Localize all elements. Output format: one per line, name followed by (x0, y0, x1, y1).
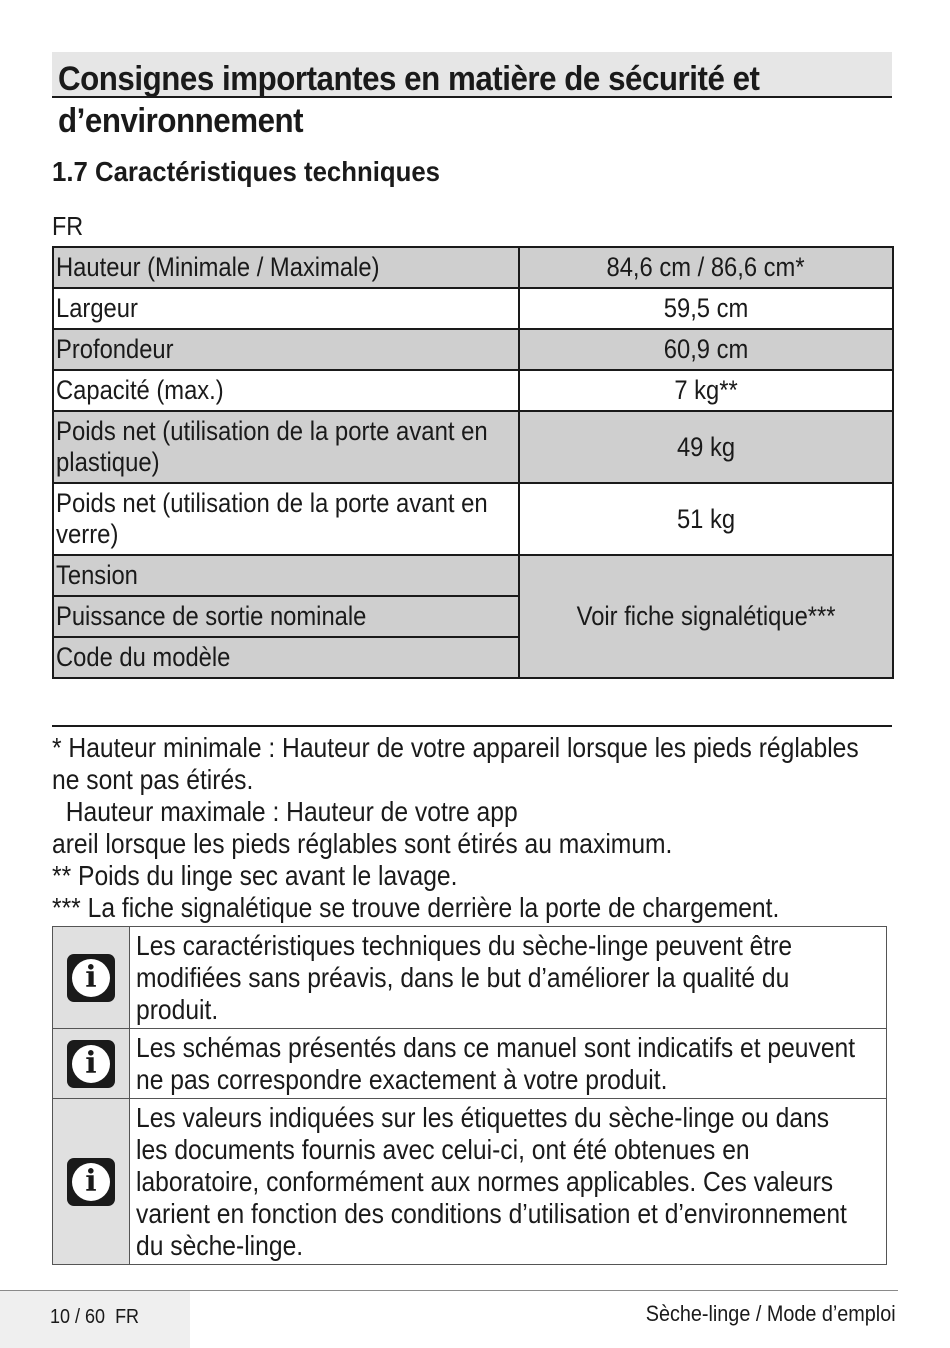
page-count: 10 / 60 (50, 1306, 106, 1328)
spec-label: Poids net (utilisation de la porte avant en plastique) (53, 411, 519, 483)
footnote-line: ne sont pas étirés. (52, 764, 254, 795)
note-row (53, 927, 887, 1029)
section-title: 1.7 Caractéristiques techniques (52, 156, 440, 187)
spec-label: Tension (53, 555, 519, 596)
spec-label: Puissance de sortie nominale (53, 596, 519, 637)
footnotes (52, 732, 888, 924)
spec-label: Poids net (utilisation de la porte avant en verre) (53, 483, 519, 555)
info-icon: i (67, 954, 115, 1002)
table-row (53, 483, 893, 555)
spec-value: 84,6 cm / 86,6 cm* (519, 247, 893, 288)
language-label: FR (52, 211, 84, 241)
spec-label: Capacité (max.) (53, 370, 519, 411)
note-row (53, 1099, 887, 1265)
note-text: Les valeurs indiquées sur les étiquettes du sèche-linge ou dans les documents fournis avec celui-ci, ont été obtenues en laboratoire, conformément aux normes applicables. Ces valeurs varient en fonction des conditions d’utilisation et d’environnement du sèche-linge. (136, 1102, 847, 1261)
table-row (53, 411, 893, 483)
footnote-line: * Hauteur minimale : Hauteur de votre appareil lorsque les pieds réglables (52, 732, 859, 763)
spec-label: Hauteur (Minimale / Maximale) (53, 247, 519, 288)
table-row (53, 288, 893, 329)
spec-label: Largeur (53, 288, 519, 329)
note-icon-cell (53, 1029, 130, 1099)
note-text-cell (130, 1029, 887, 1099)
footnote-divider (52, 725, 892, 727)
spec-value: 49 kg (519, 411, 893, 483)
notes-table (52, 926, 887, 1265)
spec-value: 7 kg** (519, 370, 893, 411)
footnote-line: areil lorsque les pieds réglables sont étirés au maximum. (52, 828, 673, 859)
document-title: Sèche-linge / Mode d’emploi (646, 1301, 896, 1326)
footnote-line: Hauteur maximale : Hauteur de votre app (52, 796, 518, 827)
page-title-line-1: Consignes importantes en matière de sécurité et (58, 60, 760, 98)
spec-value: 59,5 cm (519, 288, 893, 329)
footer-lang: FR (115, 1306, 140, 1328)
page-title (58, 58, 822, 142)
table-row (53, 247, 893, 288)
note-text-cell (130, 1099, 887, 1265)
note-icon-cell (53, 1099, 130, 1265)
page-title-line-2: d’environnement (58, 102, 304, 140)
spec-value: 51 kg (519, 483, 893, 555)
table-row (53, 370, 893, 411)
table-row (53, 329, 893, 370)
info-icon: i (67, 1040, 115, 1088)
note-text: Les schémas présentés dans ce manuel sont indicatifs et peuvent ne pas correspondre exactement à votre produit. (136, 1032, 856, 1095)
table-row (53, 555, 893, 596)
info-icon: i (67, 1158, 115, 1206)
merged-spec-value: Voir fiche signalétique*** (519, 555, 893, 678)
note-row (53, 1029, 887, 1099)
spec-value: 60,9 cm (519, 329, 893, 370)
footnote-line: *** La fiche signalétique se trouve derrière la porte de chargement. (52, 892, 780, 923)
footnote-line: ** Poids du linge sec avant le lavage. (52, 860, 458, 891)
specs-table (52, 246, 894, 679)
spec-label: Profondeur (53, 329, 519, 370)
note-text-cell (130, 927, 887, 1029)
spec-label: Code du modèle (53, 637, 519, 678)
note-icon-cell (53, 927, 130, 1029)
note-text: Les caractéristiques techniques du sèche-linge peuvent être modifiées sans préavis, dans le but d’améliorer la qualité du produit. (136, 930, 793, 1025)
page-number (50, 1304, 139, 1330)
